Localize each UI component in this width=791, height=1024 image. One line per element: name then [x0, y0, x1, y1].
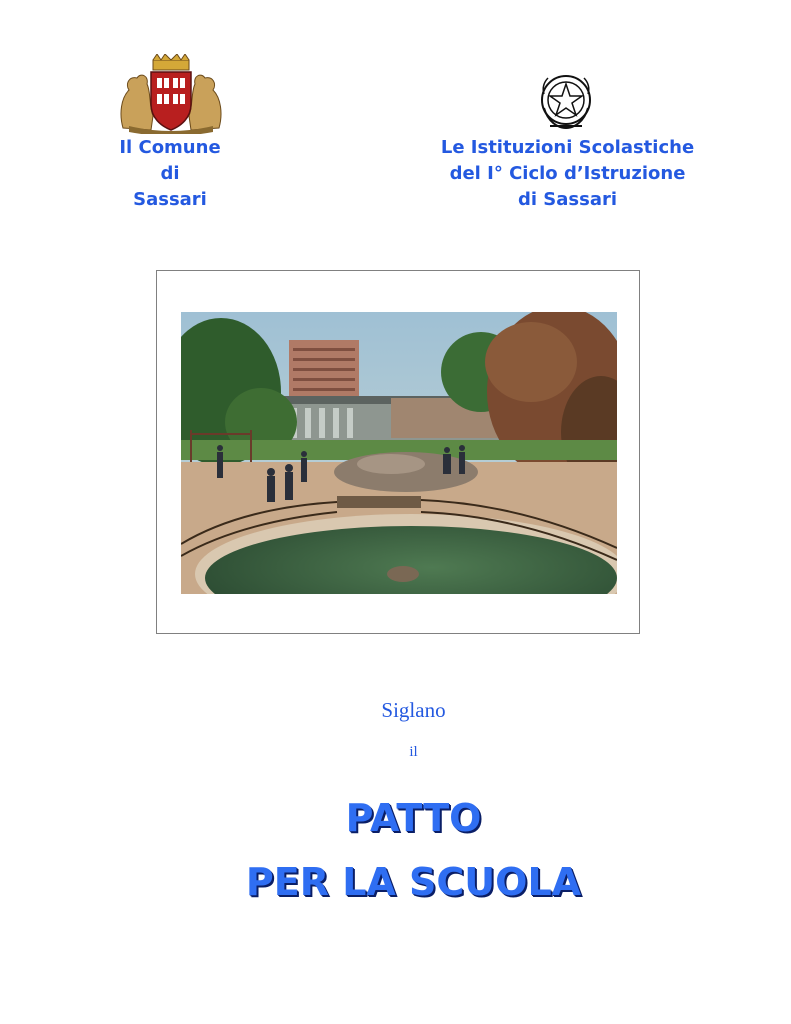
park-fountain-photo: [181, 312, 617, 594]
municipality-header: [60, 135, 280, 213]
title-line-2: PER LA SCUOLA: [245, 860, 582, 904]
municipality-line-2: di: [160, 163, 180, 184]
schools-line-2: del I° Ciclo d’Istruzione: [449, 163, 686, 184]
article: il: [409, 744, 418, 760]
schools-line-3: di Sassari: [517, 189, 618, 210]
schools-line-1: Le Istituzioni Scolastiche: [440, 137, 695, 158]
italian-republic-emblem-icon: [538, 70, 594, 134]
title-line-1: PATTO: [345, 796, 482, 840]
photo-frame: [156, 270, 640, 634]
municipality-line-1: Il Comune: [119, 137, 221, 158]
city-coat-of-arms-icon: [115, 54, 227, 134]
signing-verb: Siglano: [381, 698, 446, 722]
schools-header: [405, 135, 730, 213]
municipality-line-3: Sassari: [133, 189, 207, 210]
